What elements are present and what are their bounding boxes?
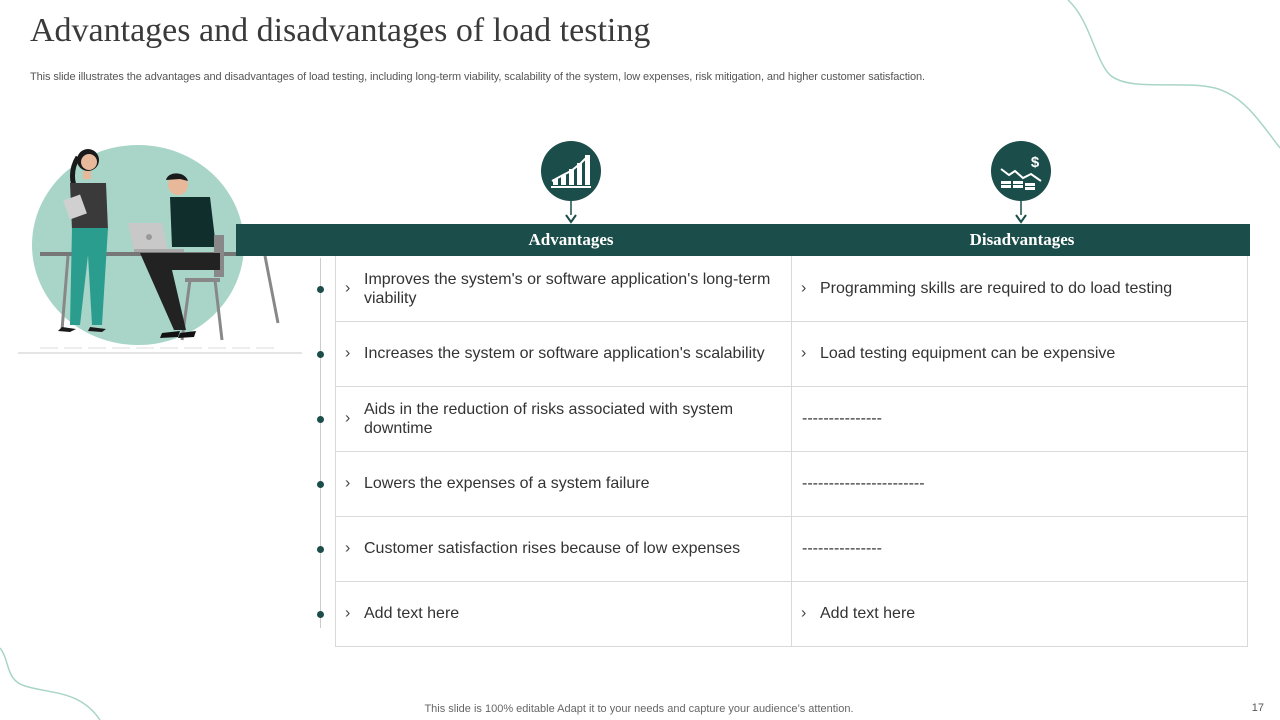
svg-text:$: $ xyxy=(1030,154,1040,171)
advantages-header: Advantages xyxy=(528,230,614,249)
advantage-text: Lowers the expenses of a system failure xyxy=(364,475,650,492)
advantage-text: Add text here xyxy=(364,605,460,622)
footer-note xyxy=(0,703,1280,715)
disadvantage-text: Add text here xyxy=(820,605,916,622)
chevron-right-icon: › xyxy=(801,279,807,297)
advantage-cell xyxy=(335,386,791,451)
advantage-cell xyxy=(335,516,791,581)
table-row xyxy=(335,321,1248,387)
table-row xyxy=(335,256,1248,322)
footer-text: This slide is 100% editable Adapt it to your needs and capture your audience’s attention. xyxy=(424,703,854,715)
page-subtitle: This slide illustrates the advantages and disadvantages of load testing, including long-term viability, scalability of the system, low expenses, risk mitigation, and higher customer satisfaction. xyxy=(30,71,925,83)
timeline-dot xyxy=(317,611,324,618)
chevron-right-icon: › xyxy=(345,344,351,362)
advantage-text: Improves the system's or software application's long-term viability xyxy=(364,270,771,307)
chevron-right-icon: › xyxy=(801,604,807,622)
disadvantage-text: Load testing equipment can be expensive xyxy=(820,345,1116,362)
growth-chart-icon xyxy=(541,141,601,201)
advantage-text: Increases the system or software application's scalability xyxy=(364,345,765,362)
disadvantages-icon-circle xyxy=(991,141,1051,201)
timeline-dot xyxy=(317,416,324,423)
table-row xyxy=(335,516,1248,582)
table-row xyxy=(335,386,1248,452)
advantage-cell xyxy=(335,321,791,386)
advantage-text: Aids in the reduction of risks associated with system downtime xyxy=(364,400,734,437)
disadvantages-header: Disadvantages xyxy=(969,230,1075,249)
advantage-cell xyxy=(335,451,791,516)
chevron-right-icon: › xyxy=(345,279,351,297)
disadvantage-cell xyxy=(791,581,1248,646)
chevron-right-icon: › xyxy=(345,604,351,622)
timeline-dot xyxy=(317,351,324,358)
timeline-dot xyxy=(317,286,324,293)
page-number: 17 xyxy=(1251,702,1264,714)
advantage-cell xyxy=(335,256,791,321)
declining-money-icon xyxy=(991,141,1051,201)
disadvantage-text: --------------- xyxy=(802,410,882,427)
chevron-right-icon: › xyxy=(345,474,351,492)
advantages-icon-circle xyxy=(541,141,601,201)
timeline-dot xyxy=(317,481,324,488)
chevron-right-icon: › xyxy=(801,344,807,362)
page-title: Advantages and disadvantages of load testing xyxy=(30,12,651,49)
disadvantage-text: --------------- xyxy=(802,540,882,557)
timeline-line xyxy=(320,258,321,628)
disadvantages-connector-arrow xyxy=(1015,201,1027,224)
disadvantage-cell xyxy=(791,516,1248,581)
timeline-dot xyxy=(317,546,324,553)
advantage-cell xyxy=(335,581,791,646)
disadvantage-text: Programming skills are required to do load testing xyxy=(820,280,1173,297)
advantages-connector-arrow xyxy=(565,201,577,224)
disadvantage-text: ----------------------- xyxy=(802,475,925,492)
table-row xyxy=(335,451,1248,517)
disadvantage-cell xyxy=(791,451,1248,516)
disadvantage-cell xyxy=(791,321,1248,386)
chevron-right-icon: › xyxy=(345,409,351,427)
chevron-right-icon: › xyxy=(345,539,351,557)
disadvantage-cell xyxy=(791,256,1248,321)
disadvantage-cell xyxy=(791,386,1248,451)
table-row xyxy=(335,581,1248,647)
advantage-text: Customer satisfaction rises because of low expenses xyxy=(364,540,741,557)
